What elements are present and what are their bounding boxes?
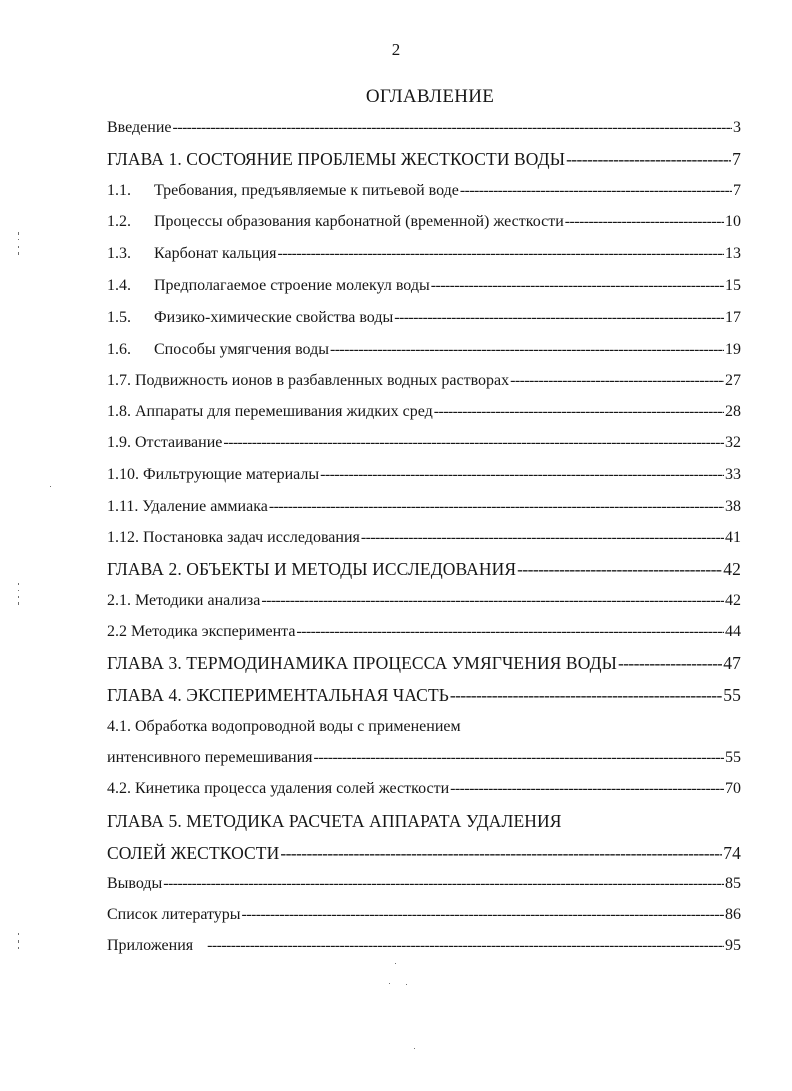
dot-leader	[261, 590, 724, 612]
toc-entry-page: 10	[725, 213, 741, 230]
scan-speck	[18, 940, 19, 943]
toc-entry-page: 7	[732, 149, 741, 169]
dot-leader	[434, 401, 724, 423]
toc-entry-text: 1.7. Подвижность ионов в разбавленных водных растворах	[107, 372, 510, 389]
dot-leader	[269, 496, 724, 518]
scan-speck	[18, 947, 19, 949]
toc-entry-text: 1.9. Отстаивание	[107, 434, 223, 451]
toc-entry-page: 38	[725, 498, 741, 515]
toc-entry-text: Предполагаемое строение молекул воды	[154, 277, 430, 294]
dot-leader	[517, 558, 722, 580]
scan-speck	[18, 933, 19, 935]
toc-entry-page: 47	[723, 653, 741, 673]
dot-leader	[163, 873, 724, 895]
toc-entry-page: 28	[725, 403, 741, 420]
scan-speck	[18, 246, 19, 248]
toc-entry-1-9[interactable]	[107, 432, 741, 454]
toc-entry-text: Требования, предъявляемые к питьевой воде	[154, 182, 459, 199]
toc-entry-chapter-5-line-2[interactable]	[107, 842, 741, 864]
toc-entry-page: 95	[725, 937, 741, 954]
toc-entry-chapter-2[interactable]	[107, 558, 741, 580]
toc-entry-number: 1.4.	[107, 277, 131, 294]
toc-entry-page: 85	[725, 875, 741, 892]
dot-leader	[361, 527, 724, 549]
dot-leader	[450, 684, 722, 706]
toc-entry-1-7[interactable]	[107, 370, 741, 392]
toc-entry-2-2[interactable]	[107, 621, 741, 643]
toc-entry-introduction[interactable]	[107, 117, 741, 139]
toc-entry-text: ГЛАВА 2. ОБЪЕКТЫ И МЕТОДЫ ИССЛЕДОВАНИЯ	[107, 559, 517, 579]
dot-leader	[296, 621, 724, 643]
toc-entry-4-2[interactable]	[107, 778, 741, 800]
toc-entry-1-10[interactable]	[107, 464, 741, 486]
toc-entry-1-5[interactable]	[107, 307, 741, 329]
toc-entry-appendices[interactable]	[107, 935, 741, 957]
toc-entry-text: 4.1. Обработка водопроводной воды с применением	[107, 718, 461, 735]
toc-entry-text: 1.12. Постановка задач исследования	[107, 529, 360, 546]
toc-entry-page: 42	[725, 592, 741, 609]
toc-entry-text: интенсивного перемешивания	[107, 749, 313, 766]
toc-title: ОГЛАВЛЕНИЕ	[365, 86, 495, 107]
toc-entry-page: 55	[723, 685, 741, 705]
toc-entry-chapter-5-line-1[interactable]	[107, 810, 741, 832]
toc-entry-page: 42	[723, 559, 741, 579]
scan-speck	[414, 1048, 415, 1049]
scan-speck	[50, 486, 51, 487]
toc-entry-2-1[interactable]	[107, 590, 741, 612]
toc-entry-chapter-3[interactable]	[107, 652, 741, 674]
dot-leader	[394, 307, 724, 329]
toc-entry-text: ГЛАВА 1. СОСТОЯНИЕ ПРОБЛЕМЫ ЖЕСТКОСТИ ВОДЫ	[107, 149, 566, 169]
scan-speck	[395, 963, 396, 964]
dot-leader	[460, 180, 732, 202]
toc-entry-references[interactable]	[107, 904, 741, 926]
dot-leader	[565, 211, 724, 233]
toc-entry-page: 27	[725, 372, 741, 389]
toc-entry-page: 33	[725, 466, 741, 483]
toc-entry-text: Физико-химические свойства воды	[154, 309, 394, 326]
dot-leader	[173, 117, 733, 139]
scan-speck	[18, 590, 19, 591]
dot-leader	[277, 243, 724, 265]
toc-entry-page: 15	[725, 277, 741, 294]
toc-entry-text: ГЛАВА 3. ТЕРМОДИНАМИКА ПРОЦЕССА УМЯГЧЕНИЯ ВОДЫ	[107, 653, 617, 673]
toc-entry-text: 1.11. Удаление аммиака	[107, 498, 268, 515]
dot-leader	[223, 432, 724, 454]
scan-speck	[18, 583, 19, 585]
toc-entry-page: 17	[725, 309, 741, 326]
toc-entry-page: 7	[733, 182, 741, 199]
toc-entry-text: 4.2. Кинетика процесса удаления солей жесткости	[107, 780, 450, 797]
toc-entry-number: 1.5.	[107, 309, 131, 326]
toc-entry-1-4[interactable]	[107, 275, 741, 297]
toc-entry-1-6[interactable]	[107, 339, 741, 361]
scan-speck	[389, 983, 390, 984]
toc-entry-1-3[interactable]	[107, 243, 741, 265]
dot-leader	[207, 935, 724, 957]
dot-leader	[280, 842, 722, 864]
scan-speck	[18, 602, 19, 605]
toc-entry-text: Способы умягчения воды	[154, 341, 329, 358]
toc-entry-text: Процессы образования карбонатной (временной) жесткости	[154, 213, 564, 230]
toc-entry-text: СОЛЕЙ ЖЕСТКОСТИ	[107, 843, 280, 863]
toc-entry-text: ГЛАВА 4. ЭКСПЕРИМЕНТАЛЬНАЯ ЧАСТЬ	[107, 685, 449, 705]
toc-entry-page: 74	[723, 843, 741, 863]
toc-entry-page: 19	[725, 341, 741, 358]
dot-leader	[450, 778, 724, 800]
toc-entry-text: Карбонат кальция	[154, 245, 277, 262]
dot-leader	[314, 747, 724, 769]
dot-leader	[510, 370, 724, 392]
dot-leader	[566, 148, 731, 170]
toc-entry-page: 44	[725, 623, 741, 640]
toc-entry-page: 55	[725, 749, 741, 766]
toc-entry-1-8[interactable]	[107, 401, 741, 423]
toc-entry-text: 1.8. Аппараты для перемешивания жидких сред	[107, 403, 433, 420]
toc-entry-number: 1.3.	[107, 245, 131, 262]
scan-speck	[18, 596, 19, 598]
toc-entry-4-1-line-2[interactable]	[107, 747, 741, 769]
dot-leader	[330, 339, 724, 361]
toc-entry-text: Выводы	[107, 875, 163, 892]
toc-entry-page: 41	[725, 529, 741, 546]
toc-entry-chapter-4[interactable]	[107, 684, 741, 706]
toc-entry-text: ГЛАВА 5. МЕТОДИКА РАСЧЕТА АППАРАТА УДАЛЕНИЯ	[107, 811, 562, 831]
toc-entry-number: 1.1.	[107, 182, 131, 199]
dot-leader	[618, 652, 722, 674]
toc-entry-page: 32	[725, 434, 741, 451]
scan-speck	[18, 239, 19, 240]
toc-entry-page: 3	[733, 119, 741, 136]
toc-entry-chapter-1[interactable]	[107, 148, 741, 170]
toc-entry-number: 1.6.	[107, 341, 131, 358]
toc-entry-page: 70	[725, 780, 741, 797]
toc-entry-conclusions[interactable]	[107, 873, 741, 895]
toc-entry-text: 2.1. Методики анализа	[107, 592, 261, 609]
scan-speck	[18, 252, 19, 255]
scan-speck	[18, 232, 19, 235]
page-number: 2	[391, 40, 401, 59]
toc-entry-number: 1.2.	[107, 213, 131, 230]
toc-entry-page: 86	[725, 906, 741, 923]
toc-entry-page: 13	[725, 245, 741, 262]
toc-entry-text: 1.10. Фильтрующие материалы	[107, 466, 320, 483]
toc-entry-1-12[interactable]	[107, 527, 741, 549]
toc-entry-text: Введение	[107, 119, 172, 136]
dot-leader	[242, 904, 724, 926]
scan-speck	[406, 984, 407, 985]
toc-entry-text: Приложения	[107, 937, 194, 954]
toc-entry-1-11[interactable]	[107, 496, 741, 518]
toc-entry-1-2[interactable]	[107, 211, 741, 233]
dot-leader	[431, 275, 724, 297]
dot-leader	[320, 464, 724, 486]
toc-entry-text: Список литературы	[107, 906, 241, 923]
toc-entry-1-1[interactable]	[107, 180, 741, 202]
toc-entry-4-1-line-1[interactable]	[107, 716, 741, 738]
toc-entry-text: 2.2 Методика эксперимента	[107, 623, 296, 640]
